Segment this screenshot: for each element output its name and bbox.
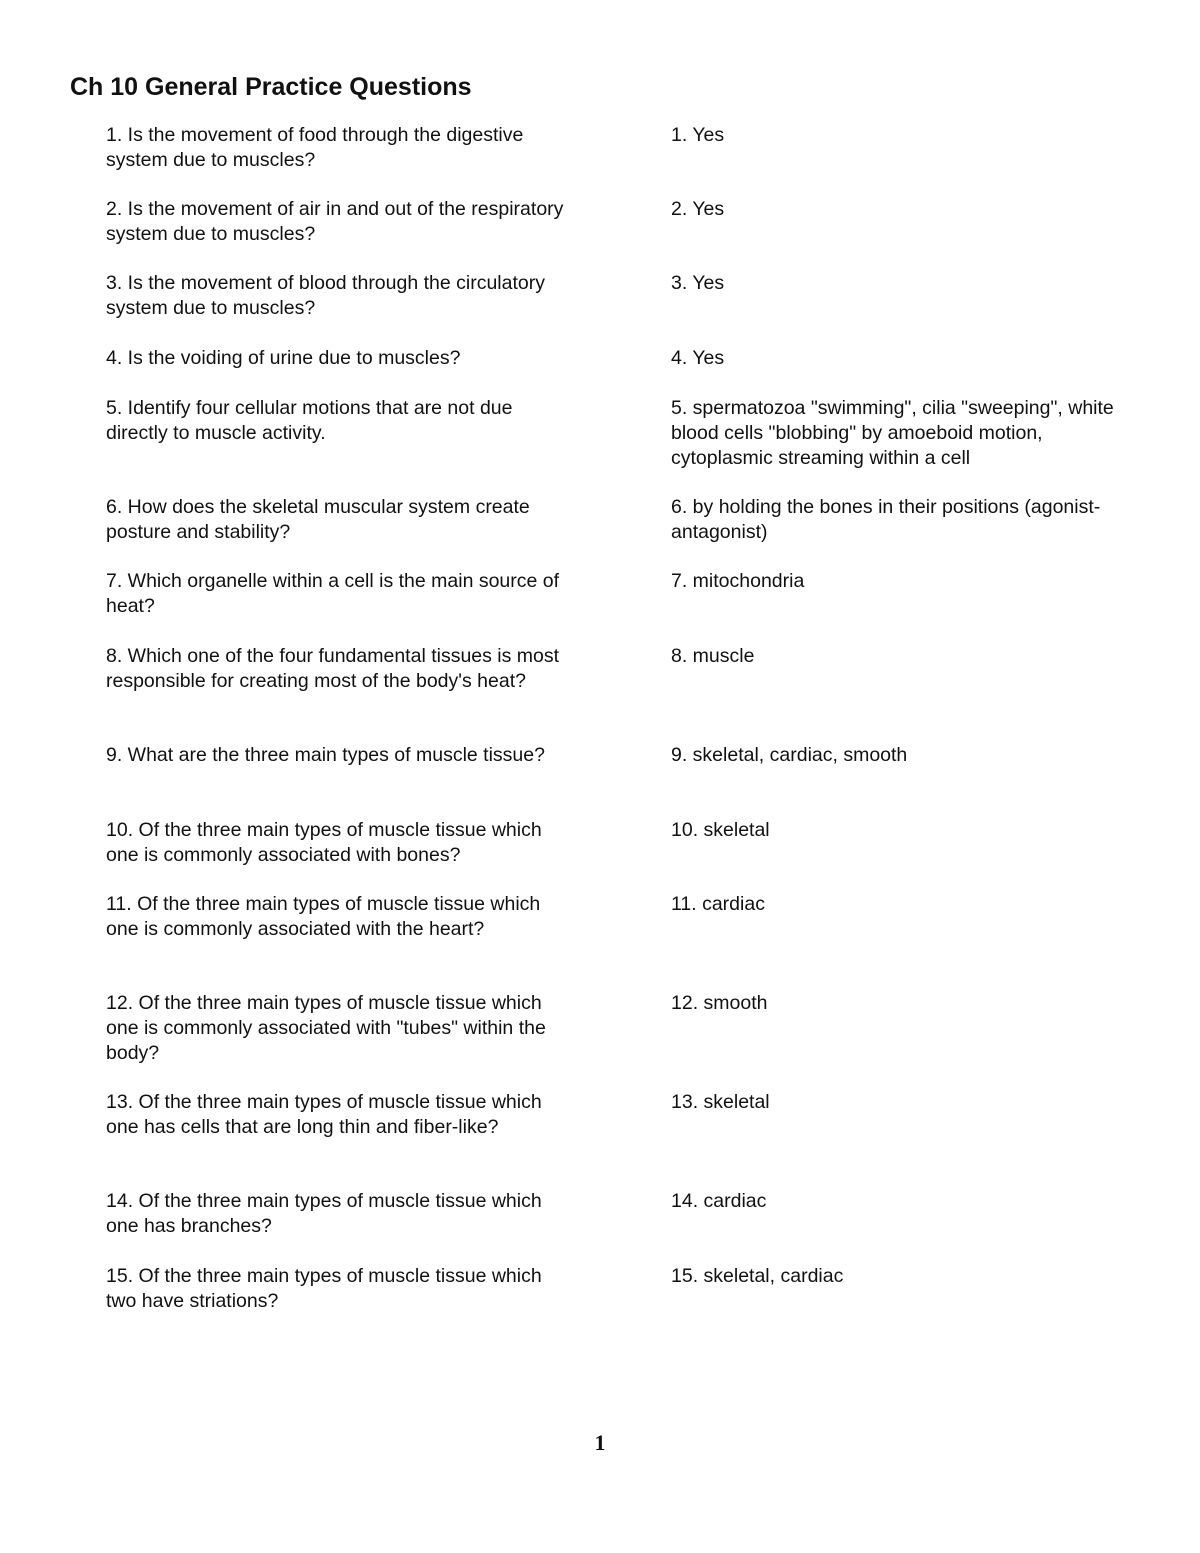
answer-text: 8. muscle [671, 645, 755, 667]
question-text: 4. Is the voiding of urine due to muscles? [106, 347, 461, 369]
answer-text: 5. spermatozoa "swimming", cilia "sweeping", white blood cells "blobbing" by amoeboid motion, cytoplasmic streaming within a cell [671, 397, 1114, 469]
answer-text: 15. skeletal, cardiac [671, 1265, 844, 1287]
question-text: 13. Of the three main types of muscle tissue which one has cells that are long thin and fiber-like? [106, 1091, 542, 1138]
question-text: 12. Of the three main types of muscle tissue which one is commonly associated with "tubes" within the body? [106, 992, 546, 1064]
question-text: 1. Is the movement of food through the digestive system due to muscles? [106, 124, 524, 171]
answer-text: 11. cardiac [671, 893, 765, 915]
answer-text: 10. skeletal [671, 819, 770, 841]
answer-text: 3. Yes [671, 272, 725, 294]
question-text: 6. How does the skeletal muscular system create posture and stability? [106, 496, 530, 543]
question-text: 9. What are the three main types of muscle tissue? [106, 744, 545, 766]
question-text: 3. Is the movement of blood through the circulatory system due to muscles? [106, 272, 545, 319]
answer-text: 9. skeletal, cardiac, smooth [671, 744, 908, 766]
answer-text: 4. Yes [671, 347, 725, 369]
answer-text: 13. skeletal [671, 1091, 770, 1113]
answer-text: 2. Yes [671, 198, 725, 220]
answer-text: 1. Yes [671, 124, 725, 146]
answer-text: 7. mitochondria [671, 570, 805, 592]
question-text: 8. Which one of the four fundamental tissues is most responsible for creating most of the body's heat? [106, 645, 560, 692]
answer-text: 12. smooth [671, 992, 768, 1014]
question-text: 2. Is the movement of air in and out of the respiratory system due to muscles? [106, 198, 564, 245]
question-text: 7. Which organelle within a cell is the main source of heat? [106, 570, 560, 617]
answer-text: 6. by holding the bones in their positions (agonist-antagonist) [671, 496, 1101, 543]
question-text: 5. Identify four cellular motions that are not due directly to muscle activity. [106, 397, 513, 444]
question-text: 10. Of the three main types of muscle tissue which one is commonly associated with bones? [106, 819, 542, 866]
question-text: 14. Of the three main types of muscle tissue which one has branches? [106, 1190, 542, 1237]
answer-text: 14. cardiac [671, 1190, 767, 1212]
page-title: Ch 10 General Practice Questions [70, 73, 472, 101]
question-text: 11. Of the three main types of muscle tissue which one is commonly associated with the heart? [106, 893, 541, 940]
page-number: 1 [594, 1430, 606, 1455]
question-text: 15. Of the three main types of muscle tissue which two have striations? [106, 1265, 542, 1312]
